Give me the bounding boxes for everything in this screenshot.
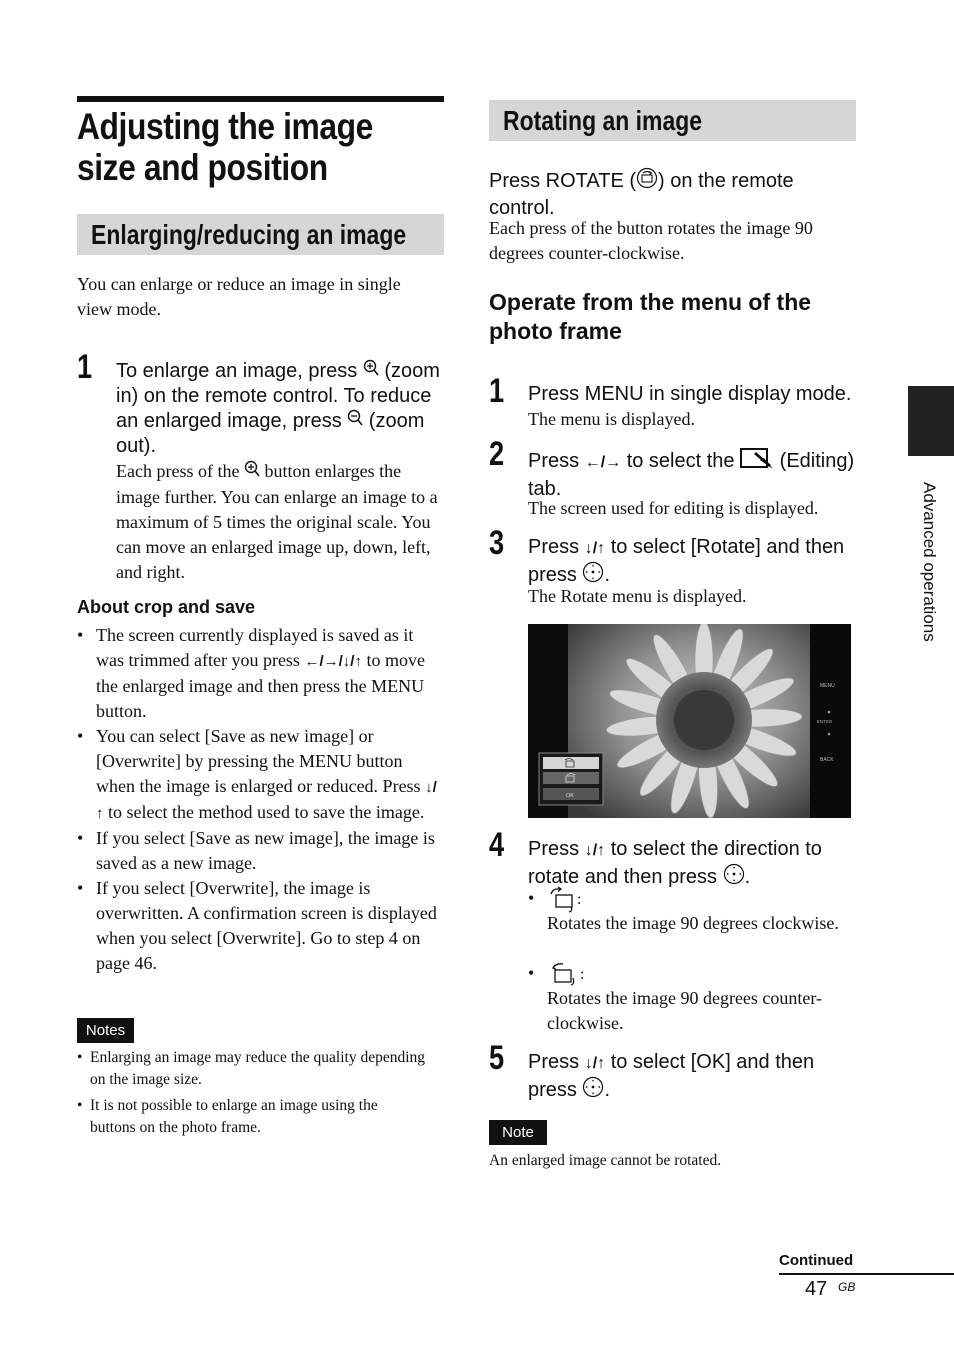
side-tab-label: Advanced operations [920, 482, 939, 642]
note-label: Note [489, 1120, 547, 1145]
step-detail: The screen used for editing is displayed. [528, 498, 819, 518]
svg-text::: : [577, 891, 582, 908]
zoom-in-icon [244, 460, 260, 485]
section-title-enlarging: Enlarging/reducing an image [91, 219, 407, 250]
list-item: • You can select [Save as new image] or [Overwrite] by pressing the MENU button when the image is enlarged or reduced. Press ↓/↑ to select the method used to save the image. [77, 724, 442, 826]
bullet-mark: • [528, 963, 535, 983]
section-bar-enlarging [77, 214, 444, 255]
arrow-keys: ←/→/↓/↑ [304, 653, 362, 670]
step-instruction: To enlarge an image, press (zoom in) on the remote control. To reduce an enlarged image, press (zoom out). [116, 360, 440, 458]
section-title-rotating: Rotating an image [503, 105, 703, 136]
svg-text::: : [580, 966, 585, 983]
rotate-menu-screenshot [528, 624, 851, 818]
step-number: 1 [77, 348, 93, 386]
step-instruction: Press ←/→ to select the (Editing) tab. [528, 446, 858, 502]
step-instruction: Press ↓/↑ to select the direction to rotate and then press . [528, 837, 858, 892]
screen-enter-label: ENTER [817, 719, 833, 724]
step-instruction: Press ↓/↑ to select [Rotate] and then press . [528, 535, 853, 590]
screen-menu-label: MENU [820, 683, 835, 689]
page-title: Adjusting the image size and position [77, 106, 373, 188]
arrow-keys: ↓/↑ [584, 842, 606, 859]
step-detail: Each press of the button enlarges the image further. You can enlarge an image to a maximum of 5 times the original scale. You can move an enlarged image up, down, left, and right. [116, 461, 438, 583]
list-item: • If you select [Overwrite], the image is overwritten. A confirmation screen is displayed when you select [Overwrite]. Go to step 4 on page 46. [77, 876, 442, 976]
step-instruction: Press MENU in single display mode. [528, 383, 852, 405]
enter-button-icon [723, 863, 745, 892]
step-number: 3 [489, 524, 505, 562]
bullet-mark: • [528, 888, 535, 908]
screen-back-label: BACK [820, 757, 834, 763]
region-code: GB [838, 1280, 856, 1294]
rotate-detail: Each press of the button rotates the image 90 degrees counter-clockwise. [489, 218, 813, 263]
option-description: Rotates the image 90 degrees counter-clockwise. [547, 988, 823, 1033]
step-detail: The menu is displayed. [528, 409, 695, 429]
note-item: • It is not possible to enlarge an image using the buttons on the photo frame. [77, 1095, 427, 1139]
note-item: • Enlarging an image may reduce the quality depending on the image size. [77, 1047, 427, 1091]
rotate-instruction: Press ROTATE ( ) on the remote control. [489, 167, 854, 221]
section-bar-rotating [489, 100, 856, 141]
option-description: Rotates the image 90 degrees clockwise. [547, 913, 839, 933]
side-tab [908, 386, 954, 456]
crop-save-list [77, 623, 442, 976]
step-instruction: Press ↓/↑ to select [OK] and then press . [528, 1050, 848, 1105]
note-text: An enlarged image cannot be rotated. [489, 1152, 722, 1169]
step-detail: The Rotate menu is displayed. [528, 586, 747, 606]
screen-ok-label: OK [566, 793, 574, 799]
zoom-out-icon [347, 409, 363, 434]
intro-text: You can enlarge or reduce an image in single view mode. [77, 274, 401, 319]
enter-button-icon [582, 1076, 604, 1105]
arrow-keys: ↓/↑ [96, 779, 437, 822]
sunflower-photo [528, 624, 851, 818]
continued-label: Continued [779, 1252, 854, 1269]
arrow-keys: ↓/↑ [584, 1055, 606, 1072]
crop-save-heading: About crop and save [77, 597, 256, 617]
arrow-keys: ←/→ [584, 453, 622, 471]
step-number: 1 [489, 372, 505, 410]
rotate-button-icon [636, 167, 658, 196]
step-number: 4 [489, 826, 505, 864]
notes-list [77, 1047, 427, 1139]
step-number: 2 [489, 435, 505, 473]
list-item: • The screen currently displayed is saved as it was trimmed after you press ←/→/↓/↑ to move the enlarged image and then press the MENU button. [77, 623, 442, 724]
title-rule [77, 96, 444, 102]
footer-rule [779, 1273, 954, 1275]
step-number: 5 [489, 1039, 505, 1077]
menu-heading: Operate from the menu of the photo frame [489, 289, 812, 344]
notes-label: Notes [77, 1018, 134, 1043]
zoom-in-icon [363, 359, 379, 384]
arrow-keys: ↓/↑ [584, 540, 606, 557]
editing-tab-icon [740, 446, 774, 477]
page-number: 47 [805, 1278, 828, 1300]
list-item: • If you select [Save as new image], the image is saved as a new image. [77, 826, 442, 876]
